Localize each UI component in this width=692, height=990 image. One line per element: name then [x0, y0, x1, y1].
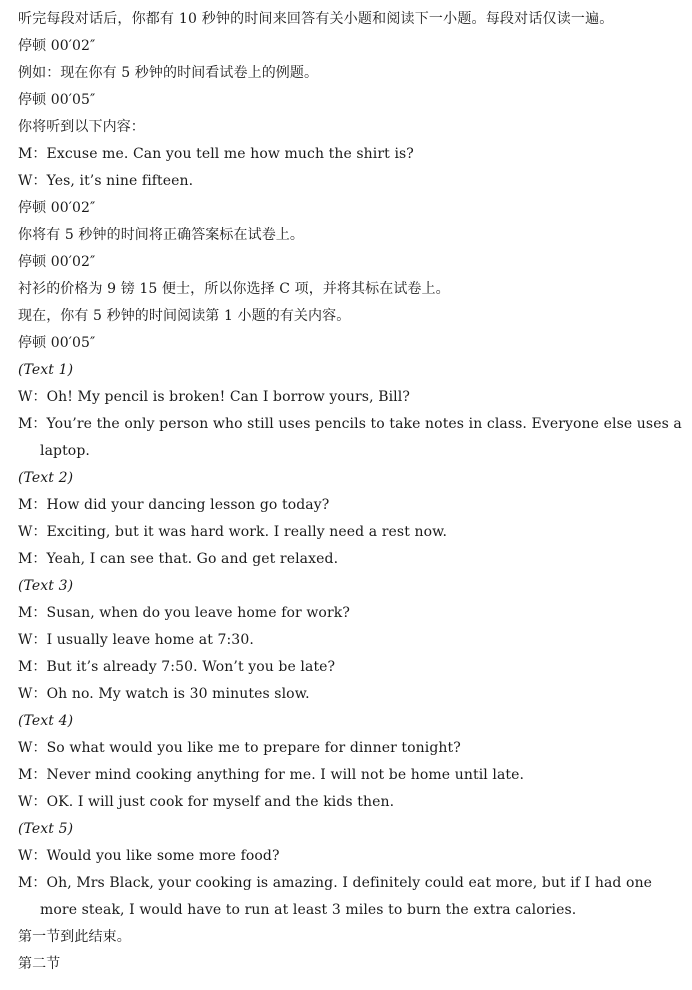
dialogue-line: W：Yes, it’s nine fifteen.: [18, 173, 194, 189]
instruction-line: 听完每段对话后，你都有 10 秒钟的时间来回答有关小题和阅读下一小题。每段对话仅读一遍。: [18, 11, 614, 27]
dialogue-line: W：So what would you like me to prepare for dinner tonight?: [18, 740, 461, 756]
instruction-line: 你将听到以下内容：: [18, 119, 145, 135]
dialogue-line: M：Susan, when do you leave home for work?: [18, 605, 350, 621]
pause-marker: 停顿 00′02″: [18, 38, 96, 54]
dialogue-line: M：Excuse me. Can you tell me how much the shirt is?: [18, 146, 414, 162]
example-instruction: 例如：现在你有 5 秒钟的时间看试卷上的例题。: [18, 65, 319, 81]
instruction-line: 现在，你有 5 秒钟的时间阅读第 1 小题的有关内容。: [18, 308, 351, 324]
dialogue-line: M：How did your dancing lesson go today?: [18, 497, 330, 513]
dialogue-line: W：Oh no. My watch is 30 minutes slow.: [18, 686, 310, 702]
section-heading: 第二节: [18, 956, 61, 972]
pause-marker: 停顿 00′02″: [18, 200, 96, 216]
section-end-line: 第一节到此结束。: [18, 929, 131, 945]
pause-marker: 停顿 00′02″: [18, 254, 96, 270]
text-label: (Text 3): [18, 578, 74, 594]
dialogue-line: W：Oh! My pencil is broken! Can I borrow yours, Bill?: [18, 389, 410, 405]
dialogue-line: W：Exciting, but it was hard work. I really need a rest now.: [18, 524, 448, 540]
document-body: [18, 6, 682, 978]
text-label: (Text 1): [18, 362, 74, 378]
text-label: (Text 2): [18, 470, 74, 486]
dialogue-line: M：Oh, Mrs Black, your cooking is amazing. I definitely could eat more, but if I had one more steak, I would have to run at least 3 miles to burn the extra calories.: [18, 875, 653, 918]
dialogue-line: M：You’re the only person who still uses pencils to take notes in class. Everyone else uses a laptop.: [18, 416, 682, 459]
dialogue-line: M：Never mind cooking anything for me. I will not be home until late.: [18, 767, 525, 783]
dialogue-line: W：OK. I will just cook for myself and the kids then.: [18, 794, 395, 810]
dialogue-line: W：Would you like some more food?: [18, 848, 280, 864]
dialogue-line: M：Yeah, I can see that. Go and get relaxed.: [18, 551, 339, 567]
dialogue-line: M：But it’s already 7:50. Won’t you be late?: [18, 659, 336, 675]
instruction-line: 衬衫的价格为 9 镑 15 便士，所以你选择 C 项，并将其标在试卷上。: [18, 281, 450, 297]
pause-marker: 停顿 00′05″: [18, 92, 96, 108]
pause-marker: 停顿 00′05″: [18, 335, 96, 351]
dialogue-line: W：I usually leave home at 7:30.: [18, 632, 254, 648]
instruction-line: 你将有 5 秒钟的时间将正确答案标在试卷上。: [18, 227, 305, 243]
text-label: (Text 4): [18, 713, 74, 729]
text-label: (Text 5): [18, 821, 74, 837]
